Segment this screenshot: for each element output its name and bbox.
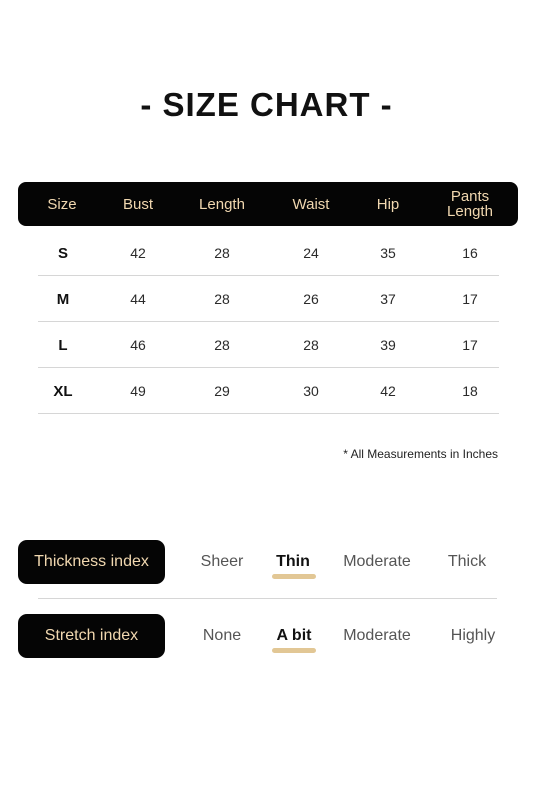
table-row: [38, 322, 499, 368]
cell-bust: 49: [130, 383, 146, 399]
cell-waist: 26: [303, 291, 319, 307]
cell-pants-length: 18: [462, 383, 478, 399]
stretch-index: [18, 614, 518, 658]
cell-hip: 37: [380, 291, 396, 307]
header-bust: Bust: [122, 195, 153, 213]
thickness-selected-underline: [272, 574, 316, 579]
cell-size: XL: [53, 382, 73, 400]
header-length: Length: [199, 195, 245, 213]
header-size: Size: [47, 195, 77, 213]
cell-size: S: [57, 244, 68, 262]
header-pants-length: Pants Length: [447, 188, 493, 220]
header-waist: Waist: [292, 195, 330, 213]
cell-pants-length: 16: [462, 245, 478, 261]
index-divider: [38, 598, 497, 599]
cell-size: L: [58, 336, 68, 354]
measurement-note: * All Measurements in Inches: [343, 447, 498, 461]
cell-pants-length: 17: [462, 337, 478, 353]
table-row: [38, 368, 499, 414]
cell-pants-length: 17: [462, 291, 478, 307]
cell-length: 28: [214, 337, 230, 353]
cell-bust: 42: [130, 245, 146, 261]
stretch-option-a-bit: A bit: [276, 627, 312, 644]
header-hip: Hip: [376, 195, 400, 213]
cell-hip: 42: [380, 383, 396, 399]
cell-waist: 28: [303, 337, 319, 353]
table-row: [38, 230, 499, 276]
cell-waist: 24: [303, 245, 319, 261]
stretch-option-highly: Highly: [450, 627, 496, 644]
thickness-index: [18, 540, 518, 584]
cell-hip: 35: [380, 245, 396, 261]
cell-hip: 39: [380, 337, 396, 353]
cell-length: 28: [214, 291, 230, 307]
thickness-option-moderate: Moderate: [343, 553, 411, 570]
stretch-option-moderate: Moderate: [343, 627, 411, 644]
thickness-option-sheer: Sheer: [200, 553, 244, 570]
thickness-option-thick: Thick: [447, 553, 487, 570]
cell-waist: 30: [303, 383, 319, 399]
page-title: - SIZE CHART -: [140, 86, 393, 123]
cell-length: 28: [214, 245, 230, 261]
thickness-option-thin: Thin: [276, 553, 310, 570]
cell-bust: 44: [130, 291, 146, 307]
cell-length: 29: [214, 383, 230, 399]
thickness-index-label: Thickness index: [18, 540, 165, 584]
cell-size: M: [56, 290, 70, 308]
stretch-option-none: None: [202, 627, 242, 644]
stretch-selected-underline: [272, 648, 316, 653]
table-row: [38, 276, 499, 322]
table-header: [18, 182, 518, 226]
cell-bust: 46: [130, 337, 146, 353]
stretch-index-label: Stretch index: [18, 614, 165, 658]
